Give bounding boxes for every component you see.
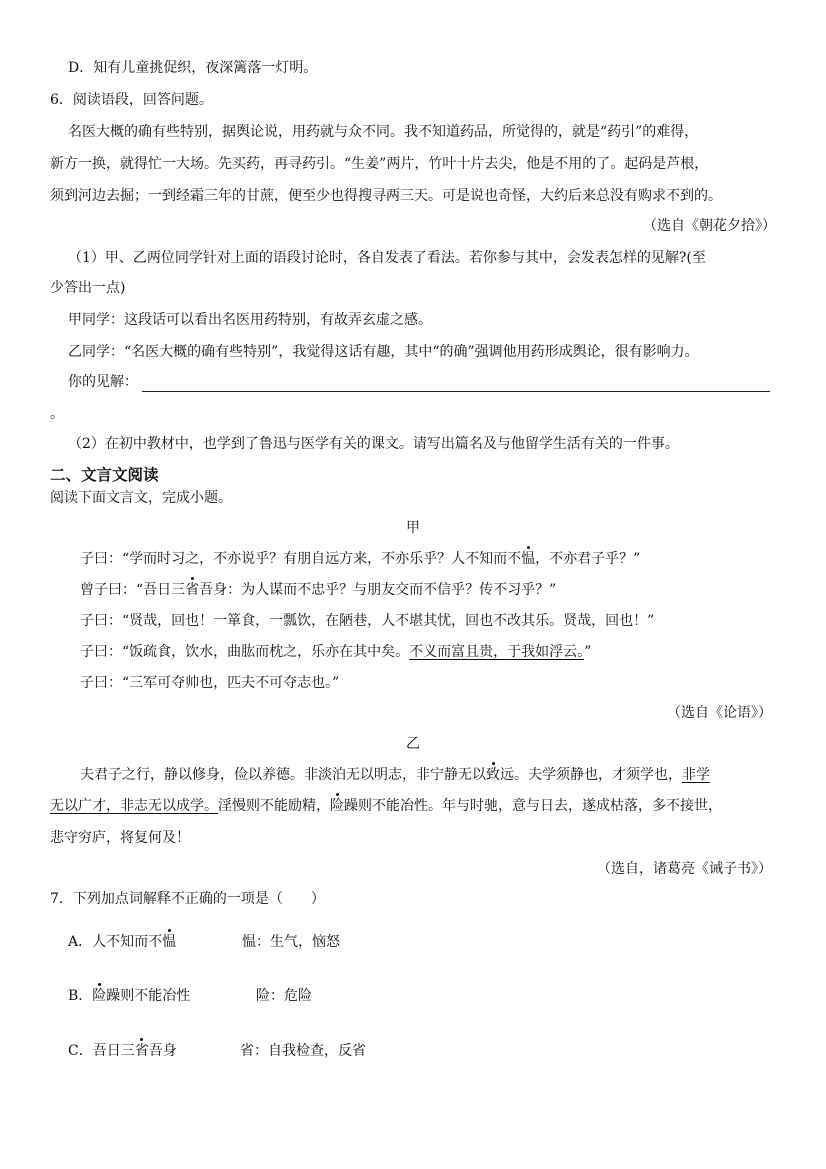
option-text-tail: 吾身 [148, 1043, 177, 1059]
yi-line-1-mid: 远。夫学须静也，才须学也， [500, 767, 682, 783]
jia-line-1 [80, 549, 640, 569]
q6-passage-line-2: 新方一换，就得忙一大场。先买药，再寻药引。“生姜”两片，竹叶十片去尖，他是不用的了。起码是芦根， [50, 156, 709, 172]
q6-source: （选自《朝花夕拾》） [643, 218, 776, 234]
q6-title: 6．阅读语段，回答问题。 [50, 92, 213, 108]
q6-passage-line-3: 须到河边去掘；一到经霜三年的甘蔗，便至少也得搜寻两三天。可是说也奇怪，大约后来总没有购求不到的。 [50, 188, 722, 204]
q6-sub2: （2）在初中教材中，也学到了鲁迅与医学有关的课文。请写出篇名及与他留学生活有关的一件事。 [68, 436, 679, 452]
trailing-period: 。 [50, 406, 64, 422]
q7-option-a[interactable] [68, 932, 176, 952]
yi-line-2-text: 淫慢则不能励精， [218, 798, 330, 814]
text-yi-title: 乙 [406, 736, 420, 752]
q7-option-b[interactable] [68, 986, 190, 1006]
jia-line-4-text: 子曰：“饭疏食，饮水，曲肱而枕之，乐亦在其中矣。 [80, 644, 410, 660]
q5-option-d: D．知有儿童挑促织，夜深篱落一灯明。 [68, 60, 318, 76]
dotted-char: 险 [92, 988, 107, 1004]
jia-line-4-tail: ” [584, 644, 592, 660]
yi-line-1-text: 夫君子之行，静以修身，俭以养德。非淡泊无以明志，非宁静无以 [80, 767, 486, 783]
jia-line-2-tail: 吾身：为人谋而不忠乎？与朋友交而不信乎？传不习乎？” [199, 582, 557, 598]
option-text: 吾日三 [92, 1043, 135, 1059]
jia-line-5: 子曰：“三军可夺帅也，匹夫不可夺志也。” [80, 675, 340, 691]
q7-option-b-note: 险：危险 [256, 988, 312, 1004]
option-label: C． [68, 1043, 93, 1059]
underlined-sentence: 非学 [682, 767, 710, 783]
option-text: 躁则不能冶性 [106, 988, 191, 1004]
q7-option-c[interactable] [68, 1041, 177, 1061]
your-view-answer-line[interactable] [142, 376, 770, 392]
q6-passage-line-1: 名医大概的确有些特别，据舆论说，用药就与众不同。我不知道药品，所觉得的，就是“药引”的难得， [68, 124, 699, 140]
option-text: 人不知而不 [92, 934, 163, 950]
q7-option-a-note: 愠：生气，恼怒 [242, 934, 340, 950]
text-jia-title: 甲 [406, 520, 420, 536]
dotted-char: 愠 [521, 551, 536, 567]
underlined-sentence: 无以广才，非志无以成学。 [50, 798, 218, 814]
dotted-char: 愠 [162, 934, 177, 950]
jia-line-4 [80, 642, 591, 662]
section-2-heading: 二、文言文阅读 [50, 466, 159, 484]
yi-source: （选自，诸葛亮《诫子书》） [597, 861, 772, 877]
yi-line-2 [50, 796, 722, 816]
yi-line-2-tail: 躁则不能冶性。年与时驰，意与日去，遂成枯落，多不接世， [344, 798, 722, 814]
student-a-view: 甲同学：这段话可以看出名医用药特别，有故弄玄虚之感。 [68, 312, 432, 328]
yi-line-3: 悲守穷庐，将复何及！ [50, 830, 190, 846]
q7-title: 7．下列加点词解释不正确的一项是（ ） [50, 891, 325, 907]
jia-line-3: 子曰：“贤哉，回也！一箪食，一瓢饮，在陋巷，人不堪其忧，回也不改其乐。贤哉，回也！” [80, 613, 655, 629]
option-label: B． [68, 988, 93, 1004]
dotted-char: 致 [486, 767, 500, 783]
q6-sub1-line-1: （1）甲、乙两位同学针对上面的语段讨论时，各自发表了看法。若你参与其中，会发表怎样的见解?(至 [68, 250, 706, 266]
q7-option-c-note: 省：自我检查，反省 [240, 1043, 366, 1059]
yi-line-1 [80, 765, 710, 785]
student-b-view: 乙同学：“名医大概的确有些特别”，我觉得这话有趣，其中“的确”强调他用药形成舆论，很有影响力。 [68, 344, 699, 360]
section-2-instruction: 阅读下面文言文，完成小题。 [50, 490, 232, 506]
jia-line-1-tail: ，不亦君子乎？” [535, 551, 641, 567]
jia-line-2-text: 曾子曰：“吾日三 [80, 582, 186, 598]
jia-source: （选自《论语》） [667, 705, 772, 721]
option-label: A． [68, 934, 93, 950]
jia-line-1-text: 子曰：“学而时习之，不亦说乎？有朋自远方来，不亦乐乎？人不知而不 [80, 551, 522, 567]
dotted-char: 省 [134, 1043, 149, 1059]
dotted-char: 险 [330, 798, 344, 814]
underlined-sentence: 不义而富且贵，于我如浮云。 [409, 644, 585, 660]
your-view-label: 你的见解： [68, 374, 138, 390]
jia-line-2 [80, 580, 556, 600]
q6-sub1-line-2: 少答出一点) [50, 280, 126, 296]
your-view-row [68, 372, 770, 392]
dotted-char: 省 [185, 582, 200, 598]
